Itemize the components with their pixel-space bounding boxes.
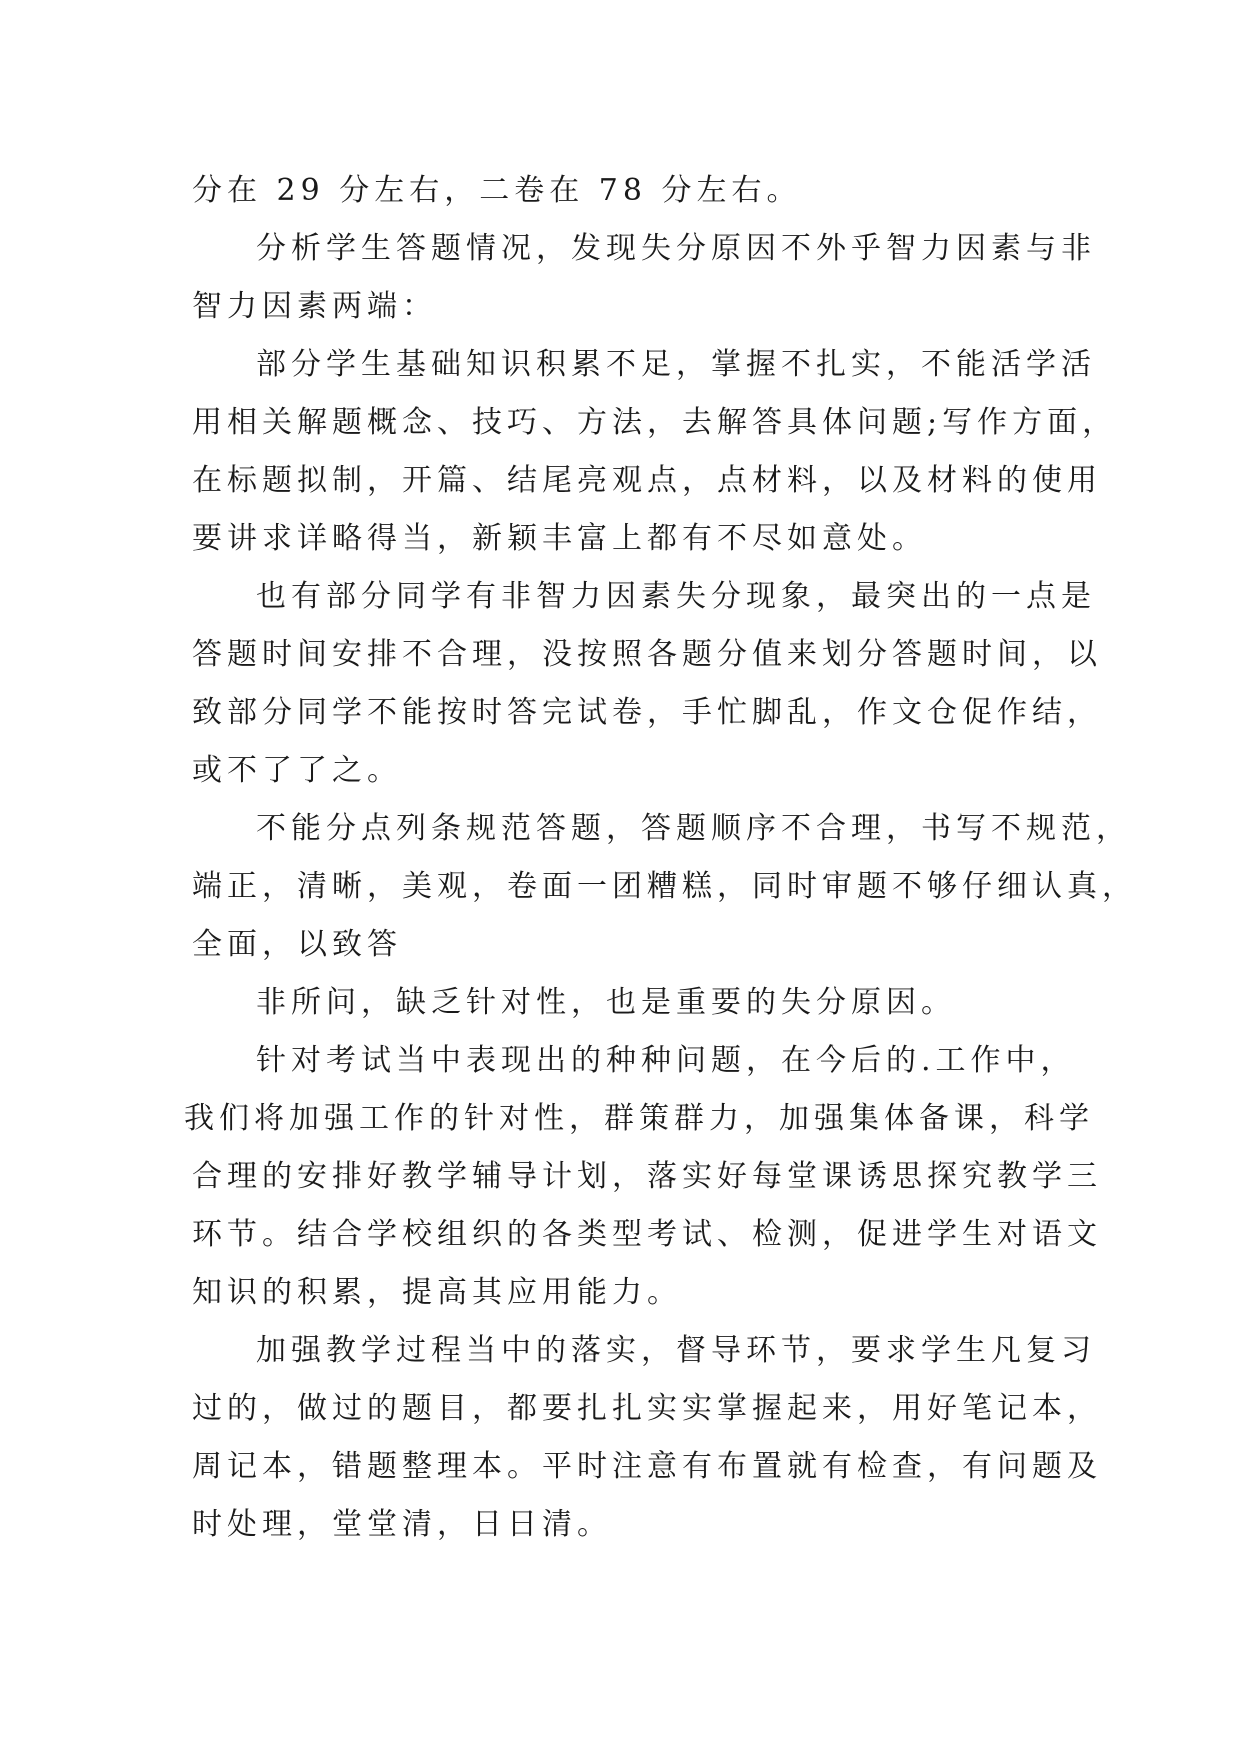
text-line: 过的，做过的题目，都要扎扎实实掌握起来，用好笔记本， — [192, 1391, 1102, 1426]
paragraph-start-line: 非所问，缺乏针对性，也是重要的失分原因。 — [256, 985, 956, 1020]
paragraph-start-line: 分析学生答题情况，发现失分原因不外乎智力因素与非 — [256, 231, 1096, 266]
paragraph-start-line: 部分学生基础知识积累不足，掌握不扎实，不能活学活 — [256, 347, 1096, 382]
text-line: 时处理，堂堂清，日日清。 — [192, 1507, 612, 1542]
text-line: 环节。结合学校组织的各类型考试、检测，促进学生对语文 — [192, 1217, 1102, 1252]
paragraph-start-line: 不能分点列条规范答题，答题顺序不合理，书写不规范， — [256, 811, 1131, 846]
text-line: 用相关解题概念、技巧、方法，去解答具体问题;写作方面， — [192, 405, 1118, 440]
text-line: 致部分同学不能按时答完试卷，手忙脚乱，作文仓促作结， — [192, 695, 1102, 730]
paragraph-start-line: 针对考试当中表现出的种种问题，在今后的.工作中， — [256, 1043, 1076, 1078]
text-line: 分在 29 分左右，二卷在 78 分左右。 — [192, 173, 802, 208]
text-line: 合理的安排好教学辅导计划，落实好每堂课诱思探究教学三 — [192, 1159, 1102, 1194]
text-line: 答题时间安排不合理，没按照各题分值来划分答题时间，以 — [192, 637, 1102, 672]
text-line: 或不了了之。 — [192, 753, 402, 788]
text-line: 智力因素两端： — [192, 289, 437, 324]
text-line: 周记本，错题整理本。平时注意有布置就有检查，有问题及 — [192, 1449, 1102, 1484]
paragraph-start-line: 也有部分同学有非智力因素失分现象，最突出的一点是 — [256, 579, 1096, 614]
text-line: 我们将加强工作的针对性，群策群力，加强集体备课，科学 — [184, 1101, 1094, 1136]
text-line: 全面，以致答 — [192, 927, 402, 962]
text-line: 要讲求详略得当，新颖丰富上都有不尽如意处。 — [192, 521, 927, 556]
text-line: 在标题拟制，开篇、结尾亮观点，点材料，以及材料的使用 — [192, 463, 1102, 498]
document-body — [184, 162, 1137, 1554]
text-line: 知识的积累，提高其应用能力。 — [192, 1275, 682, 1310]
paragraph-start-line: 加强教学过程当中的落实，督导环节，要求学生凡复习 — [256, 1333, 1096, 1368]
text-line: 端正，清晰，美观，卷面一团糟糕，同时审题不够仔细认真， — [192, 869, 1137, 904]
